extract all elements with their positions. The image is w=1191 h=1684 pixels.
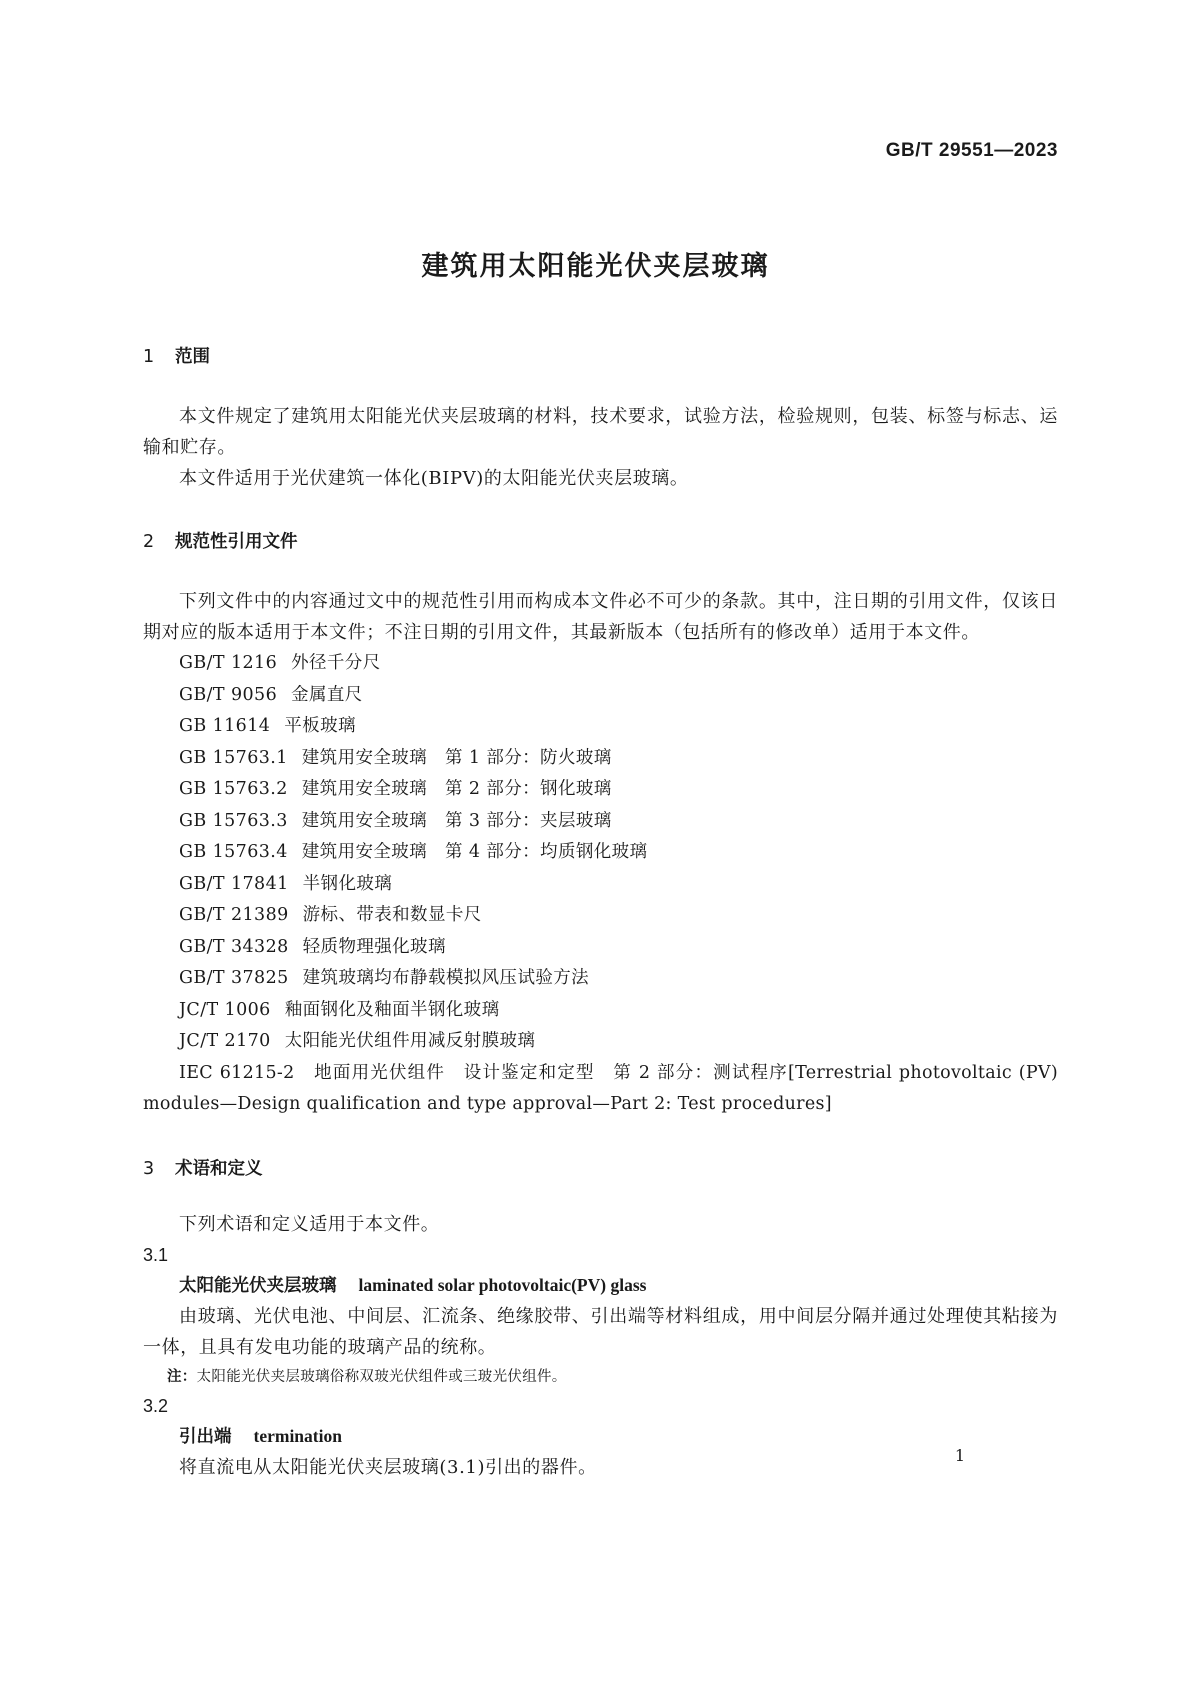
references-intro: 下列文件中的内容通过文中的规范性引用而构成本文件必不可少的条款。其中，注日期的引用文件，仅该日期对应的版本适用于本文件；不注日期的引用文件，其最新版本（包括所有的修改单）适用于本文件。 <box>143 591 1058 643</box>
reference-name: 外径千分尺 <box>291 653 381 673</box>
reference-item: IEC 61215-2 地面用光伏组件 设计鉴定和定型 第 2 部分：测试程序[Terrestrial photovoltaic (PV) modules—Design qualification and type approval—Part 2: Test procedures] <box>143 1062 1058 1114</box>
section-heading-terms <box>143 1157 1058 1181</box>
reference-item <box>143 932 1058 964</box>
reference-name: 建筑用安全玻璃 第 4 部分：均质钢化玻璃 <box>301 842 648 862</box>
scope-paragraph: 本文件规定了建筑用太阳能光伏夹层玻璃的材料，技术要求，试验方法，检验规则，包装、标签与标志、运输和贮存。 <box>143 406 1058 458</box>
term-chinese: 引出端 <box>179 1426 232 1447</box>
reference-item <box>143 774 1058 806</box>
term-entry <box>143 1391 1058 1483</box>
reference-item <box>143 711 1058 743</box>
reference-code: JC/T 2170 <box>179 1031 271 1051</box>
reference-name: 半钢化玻璃 <box>302 873 393 894</box>
terms-intro: 下列术语和定义适用于本文件。 <box>179 1213 440 1235</box>
section-number: 2 <box>143 532 155 552</box>
term-number: 3.1 <box>143 1244 169 1265</box>
reference-code: GB 11614 <box>179 716 271 736</box>
term-definition: 将直流电从太阳能光伏夹层玻璃(3.1)引出的器件。 <box>179 1456 597 1478</box>
reference-code: GB/T 21389 <box>179 905 289 925</box>
reference-name: 建筑玻璃均布静载模拟风压试验方法 <box>302 968 590 988</box>
section-title: 规范性引用文件 <box>175 532 298 552</box>
reference-name: 金属直尺 <box>291 684 363 705</box>
standard-number: GB/T 29551—2023 <box>885 140 1058 161</box>
note-label: 注： <box>167 1368 197 1385</box>
document-body <box>143 345 1058 1483</box>
reference-item <box>143 648 1058 680</box>
reference-item <box>143 869 1058 901</box>
section-number: 3 <box>143 1158 155 1179</box>
reference-name: 游标、带表和数显卡尺 <box>302 905 482 925</box>
reference-code: GB/T 37825 <box>179 968 289 988</box>
reference-item <box>143 900 1058 932</box>
term-english: laminated solar photovoltaic(PV) glass <box>358 1274 647 1295</box>
term-english: termination <box>253 1425 342 1446</box>
term-note <box>143 1363 1058 1391</box>
term-title <box>143 1421 1058 1452</box>
reference-list <box>143 648 1058 1121</box>
section-heading-normative-references <box>143 530 1058 554</box>
reference-code: GB 15763.1 <box>179 747 288 768</box>
reference-code: GB/T 17841 <box>179 873 289 894</box>
document-title: 建筑用太阳能光伏夹层玻璃 <box>421 251 770 282</box>
term-entry <box>143 1240 1058 1391</box>
reference-code: GB 15763.4 <box>179 842 288 862</box>
reference-code: GB/T 9056 <box>179 684 278 705</box>
reference-name: 轻质物理强化玻璃 <box>302 936 446 957</box>
reference-item <box>143 806 1058 838</box>
section-title: 术语和定义 <box>175 1158 263 1179</box>
section-title: 范围 <box>175 347 210 367</box>
reference-item <box>143 743 1058 775</box>
reference-name: 建筑用安全玻璃 第 2 部分：钢化玻璃 <box>301 779 612 799</box>
reference-name: 建筑用安全玻璃 第 1 部分：防火玻璃 <box>301 747 612 768</box>
note-text: 太阳能光伏夹层玻璃俗称双玻光伏组件或三玻光伏组件。 <box>196 1368 567 1385</box>
term-number: 3.2 <box>143 1395 169 1416</box>
section-number: 1 <box>143 347 155 367</box>
reference-item <box>143 680 1058 712</box>
reference-item <box>143 995 1058 1027</box>
reference-name: 釉面钢化及釉面半钢化玻璃 <box>284 999 500 1020</box>
reference-code: JC/T 1006 <box>179 999 271 1020</box>
reference-name: 平板玻璃 <box>284 716 356 736</box>
reference-name: 建筑用安全玻璃 第 3 部分：夹层玻璃 <box>301 810 612 831</box>
page-number: 1 <box>954 1446 965 1465</box>
reference-code: GB 15763.2 <box>179 779 288 799</box>
reference-code: GB/T 1216 <box>179 653 278 673</box>
section-heading-scope <box>143 345 1058 369</box>
reference-item <box>143 963 1058 995</box>
reference-code: GB 15763.3 <box>179 810 288 831</box>
term-definition: 由玻璃、光伏电池、中间层、汇流条、绝缘胶带、引出端等材料组成，用中间层分隔并通过处理使其粘接为一体，且具有发电功能的玻璃产品的统称。 <box>143 1305 1058 1358</box>
reference-code: GB/T 34328 <box>179 936 289 957</box>
reference-item <box>143 837 1058 869</box>
scope-paragraph: 本文件适用于光伏建筑一体化(BIPV)的太阳能光伏夹层玻璃。 <box>179 468 689 489</box>
reference-name: 太阳能光伏组件用减反射膜玻璃 <box>284 1031 536 1051</box>
reference-item <box>143 1026 1058 1058</box>
term-title <box>143 1270 1058 1301</box>
term-chinese: 太阳能光伏夹层玻璃 <box>179 1275 337 1296</box>
